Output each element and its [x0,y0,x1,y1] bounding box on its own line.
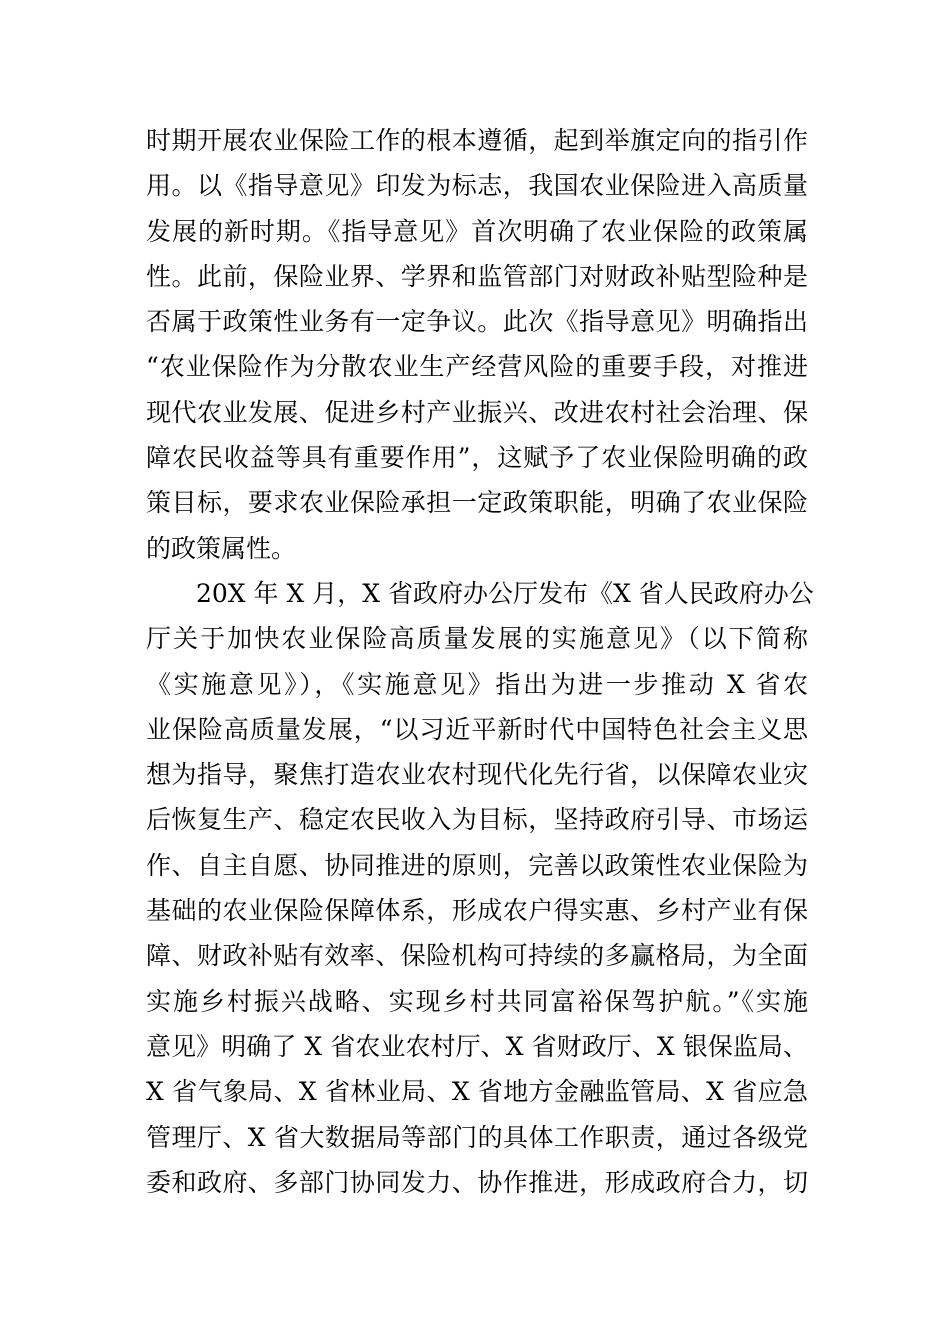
text-line: 作、自主自愿、协同推进的原则，完善以政策性农业保险为 [146,850,808,880]
text-line: 厅关于加快农业保险高质量发展的实施意见》（以下简称 [146,624,808,654]
text-line: 否属于政策性业务有一定争议。此次《指导意见》明确指出 [146,307,808,337]
text-line: X 省气象局、X 省林业局、X 省地方金融监管局、X 省应急 [146,1077,808,1107]
text-line: 后恢复生产、稳定农民收入为目标，坚持政府引导、市场运 [146,805,808,835]
text-line: 委和政府、多部门协同发力、协作推进，形成政府合力，切 [146,1167,808,1197]
text-line: 业保险高质量发展，“以习近平新时代中国特色社会主义思 [146,714,808,744]
text-line: 用。以《指导意见》印发为标志，我国农业保险进入高质量 [146,171,808,201]
text-line: 性。此前，保险业界、学界和监管部门对财政补贴型险种是 [146,261,808,291]
paragraph-2 [146,571,814,1205]
text-line: 管理厅、X 省大数据局等部门的具体工作职责，通过各级党 [146,1122,808,1152]
text-line: 想为指导，聚焦打造农业农村现代化先行省，以保障农业灾 [146,760,808,790]
text-line: 20X 年 X 月，X 省政府办公厅发布《X 省人民政府办公 [196,578,814,608]
text-line: 发展的新时期。《指导意见》首次明确了农业保险的政策属 [146,216,808,246]
text-line: 障、财政补贴有效率、保险机构可持续的多赢格局，为全面 [146,941,808,971]
text-line: 实施乡村振兴战略、实现乡村共同富裕保驾护航。”《实施 [146,986,808,1016]
text-line: 障农民收益等具有重要作用”，这赋予了农业保险明确的政 [146,443,808,473]
text-line: 时期开展农业保险工作的根本遵循，起到举旗定向的指引作 [146,126,808,155]
text-line: “农业保险作为分散农业生产经营风险的重要手段，对推进 [146,352,808,382]
text-line: 意见》明确了 X 省农业农村厅、X 省财政厅、X 银保监局、 [146,1031,808,1061]
text-line: 策目标，要求农业保险承担一定政策职能，明确了农业保险 [146,488,808,518]
text-line: 现代农业发展、促进乡村产业振兴、改进农村社会治理、保 [146,397,808,427]
document-body [146,118,814,1205]
text-line: 的政策属性。 [146,533,297,563]
text-line: 基础的农业保险保障体系，形成农户得实惠、乡村产业有保 [146,896,808,926]
text-line: 《实施意见》），《实施意见》指出为进一步推动 X 省农 [146,669,808,699]
paragraph-1 [146,118,808,571]
